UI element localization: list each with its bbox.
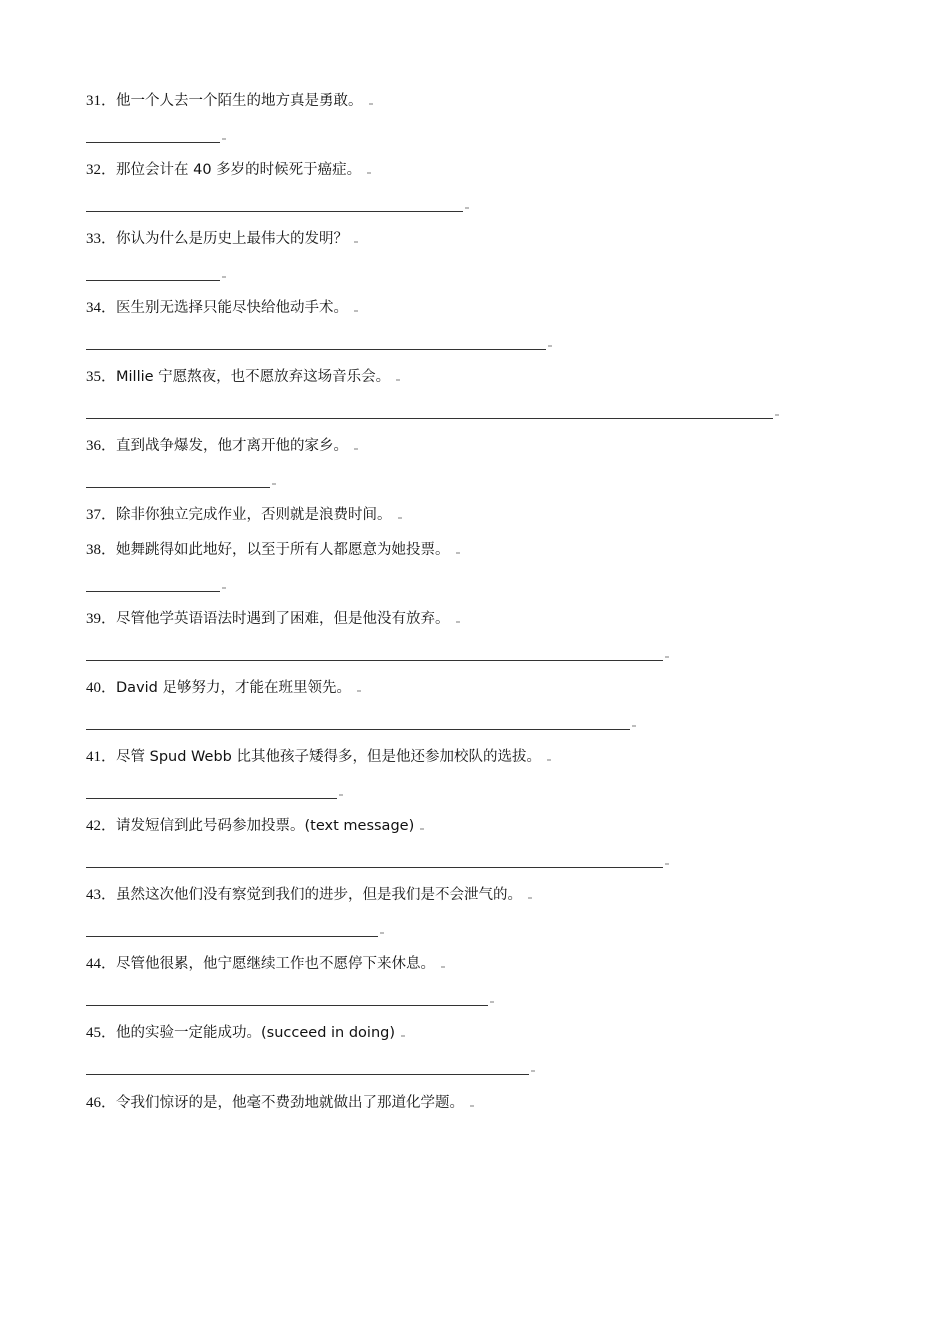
question-32 xyxy=(86,160,371,180)
question-number: 31． xyxy=(86,93,117,109)
question-43 xyxy=(86,885,532,905)
question-number: 43． xyxy=(86,887,117,903)
question-text: 除非你独立完成作业，否则就是浪费时间。 xyxy=(116,507,392,523)
paragraph-mark-icon xyxy=(222,587,226,589)
question-text: 他的实验一定能成功。(succeed in doing) xyxy=(116,1025,395,1041)
question-40 xyxy=(86,678,361,698)
question-text: 直到战争爆发，他才离开他的家乡。 xyxy=(116,438,349,454)
answer-line-43[interactable] xyxy=(86,936,378,937)
question-number: 33． xyxy=(86,231,117,247)
question-text: 他一个人去一个陌生的地方真是勇敢。 xyxy=(116,93,363,109)
paragraph-mark-icon xyxy=(357,690,361,692)
question-number: 37． xyxy=(86,507,117,523)
question-36 xyxy=(86,436,358,456)
paragraph-mark-icon xyxy=(354,241,358,243)
answer-line-42[interactable] xyxy=(86,867,663,868)
question-number: 35． xyxy=(86,369,117,385)
question-number: 40． xyxy=(86,680,117,696)
paragraph-mark-icon xyxy=(272,483,276,485)
question-33 xyxy=(86,229,358,249)
question-text: Millie 宁愿熬夜，也不愿放弃这场音乐会。 xyxy=(116,369,391,385)
answer-line-35[interactable] xyxy=(86,418,773,419)
question-number: 36． xyxy=(86,438,117,454)
question-text: David 足够努力，才能在班里领先。 xyxy=(116,680,351,696)
paragraph-mark-icon xyxy=(380,932,384,934)
question-text: 医生别无选择只能尽快给他动手术。 xyxy=(116,300,349,316)
paragraph-mark-icon xyxy=(531,1070,535,1072)
paragraph-mark-icon xyxy=(401,1035,405,1037)
paragraph-mark-icon xyxy=(222,276,226,278)
paragraph-mark-icon xyxy=(547,759,551,761)
question-45 xyxy=(86,1023,405,1043)
answer-line-38[interactable] xyxy=(86,591,220,592)
question-text: 请发短信到此号码参加投票。(text message) xyxy=(116,818,415,834)
paragraph-mark-icon xyxy=(441,966,445,968)
question-number: 39． xyxy=(86,611,117,627)
question-text: 尽管 Spud Webb 比其他孩子矮得多，但是他还参加校队的选拔。 xyxy=(116,749,541,765)
question-34 xyxy=(86,298,358,318)
question-35 xyxy=(86,367,400,387)
answer-line-41[interactable] xyxy=(86,798,337,799)
paragraph-mark-icon xyxy=(490,1001,494,1003)
question-37 xyxy=(86,505,402,525)
paragraph-mark-icon xyxy=(369,103,373,105)
question-39 xyxy=(86,609,460,629)
paragraph-mark-icon xyxy=(339,794,343,796)
question-text: 尽管他很累，他宁愿继续工作也不愿停下来休息。 xyxy=(116,956,436,972)
paragraph-mark-icon xyxy=(354,310,358,312)
answer-line-31[interactable] xyxy=(86,142,220,143)
paragraph-mark-icon xyxy=(420,828,424,830)
question-38 xyxy=(86,540,460,560)
paragraph-mark-icon xyxy=(775,414,779,416)
question-number: 34． xyxy=(86,300,117,316)
paragraph-mark-icon xyxy=(470,1105,474,1107)
paragraph-mark-icon xyxy=(222,138,226,140)
answer-line-40[interactable] xyxy=(86,729,630,730)
paragraph-mark-icon xyxy=(665,863,669,865)
question-text: 你认为什么是历史上最伟大的发明？ xyxy=(116,231,349,247)
question-number: 41． xyxy=(86,749,117,765)
paragraph-mark-icon xyxy=(398,517,402,519)
paragraph-mark-icon xyxy=(548,345,552,347)
answer-line-32[interactable] xyxy=(86,211,463,212)
paragraph-mark-icon xyxy=(367,172,371,174)
answer-line-45[interactable] xyxy=(86,1074,529,1075)
question-number: 42． xyxy=(86,818,117,834)
question-41 xyxy=(86,747,551,767)
answer-line-36[interactable] xyxy=(86,487,270,488)
question-text: 尽管他学英语语法时遇到了困难，但是他没有放弃。 xyxy=(116,611,450,627)
question-44 xyxy=(86,954,445,974)
answer-line-33[interactable] xyxy=(86,280,220,281)
question-31 xyxy=(86,91,373,111)
paragraph-mark-icon xyxy=(456,552,460,554)
question-number: 46． xyxy=(86,1095,117,1111)
question-text: 虽然这次他们没有察觉到我们的进步，但是我们是不会泄气的。 xyxy=(116,887,523,903)
paragraph-mark-icon xyxy=(465,207,469,209)
answer-line-39[interactable] xyxy=(86,660,663,661)
question-text: 那位会计在 40 多岁的时候死于癌症。 xyxy=(116,162,362,178)
question-42 xyxy=(86,816,424,836)
answer-line-44[interactable] xyxy=(86,1005,488,1006)
question-number: 45． xyxy=(86,1025,117,1041)
paragraph-mark-icon xyxy=(528,897,532,899)
question-text: 她舞跳得如此地好，以至于所有人都愿意为她投票。 xyxy=(116,542,450,558)
paragraph-mark-icon xyxy=(665,656,669,658)
paragraph-mark-icon xyxy=(396,379,400,381)
answer-line-34[interactable] xyxy=(86,349,546,350)
question-text: 令我们惊讶的是，他毫不费劲地就做出了那道化学题。 xyxy=(116,1095,465,1111)
question-number: 32． xyxy=(86,162,117,178)
question-number: 38． xyxy=(86,542,117,558)
question-46 xyxy=(86,1093,474,1113)
question-number: 44． xyxy=(86,956,117,972)
paragraph-mark-icon xyxy=(456,621,460,623)
paragraph-mark-icon xyxy=(354,448,358,450)
paragraph-mark-icon xyxy=(632,725,636,727)
